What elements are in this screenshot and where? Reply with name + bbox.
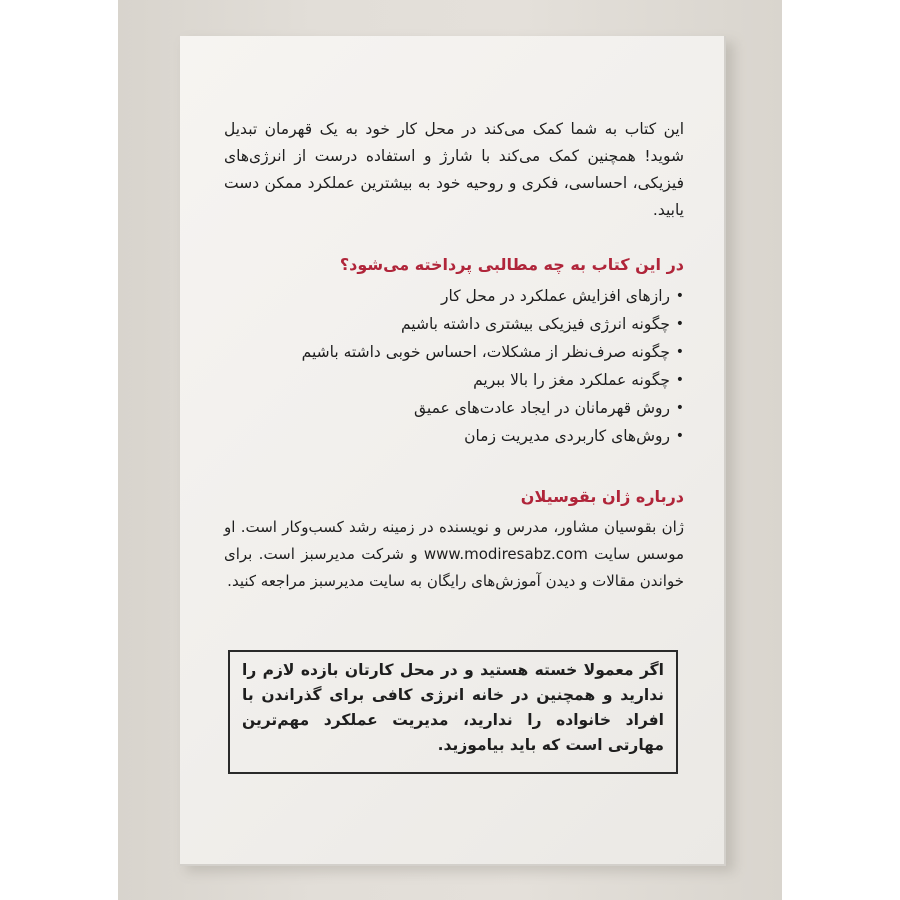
quote-box (228, 650, 678, 774)
quote-text: اگر معمولا خسته هستید و در محل کارتان بازده لازم را ندارید و همچنین در خانه انرژی کافی برای گذراندن با افراد خانواده را ندارید، مدیریت عملکرد مهم‌ترین مهارتی است که باید بیاموزید. (242, 661, 664, 754)
topic-item: • چگونه صرف‌نظر از مشکلات، احساس خوبی داشته باشیم (224, 338, 684, 366)
book-back-cover (180, 36, 726, 866)
topic-item: • روش‌های کاربردی مدیریت زمان (224, 422, 684, 450)
bullet-icon: • (675, 316, 684, 332)
topic-item: • چگونه عملکرد مغز را بالا ببریم (224, 366, 684, 394)
bullet-icon: • (675, 428, 684, 444)
about-heading: درباره ژان بقوسیلان (520, 487, 684, 506)
topic-item: • چگونه انرژی فیزیکی بیشتری داشته باشیم (224, 310, 684, 338)
cover-text-block (224, 116, 684, 595)
bullet-icon: • (675, 372, 684, 388)
bullet-icon: • (675, 344, 684, 360)
topic-item: • رازهای افزایش عملکرد در محل کار (224, 282, 684, 310)
bullet-icon: • (675, 400, 684, 416)
bullet-icon: • (675, 288, 684, 304)
intro-paragraph: این کتاب به شما کمک می‌کند در محل کار خود به یک قهرمان تبدیل شوید! همچنین کمک می‌کند با شارژ و استفاده درست از انرژی‌های فیزیکی، احساسی، فکری و روحیه خود به بیشترین عملکرد ممکن دست یابید. (224, 120, 684, 219)
topic-item: • روش قهرمانان در ایجاد عادت‌های عمیق (224, 394, 684, 422)
topics-heading: در این کتاب به چه مطالبی پرداخته می‌شود؟ (339, 255, 684, 274)
topics-list (224, 282, 684, 450)
about-paragraph: ژان بقوسیان مشاور، مدرس و نویسنده در زمینه رشد کسب‌وکار است. او موسس سایت www.modiresabz.com و شرکت مدیرسبز است. برای خواندن مقالات و دیدن آموزش‌های رایگان به سایت مدیرسبز مراجعه کنید. (224, 518, 685, 590)
